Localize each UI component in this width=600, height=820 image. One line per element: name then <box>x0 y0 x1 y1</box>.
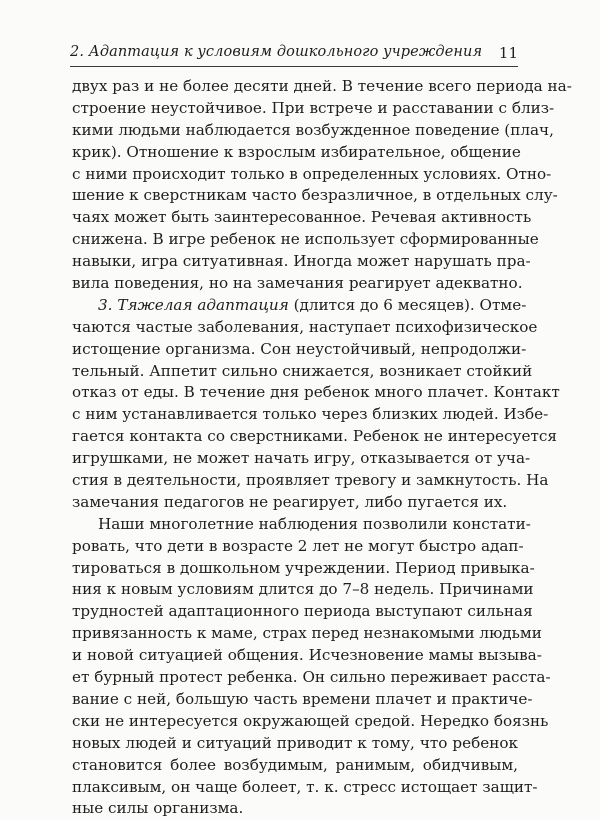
text-line: ные силы организма. <box>72 799 244 818</box>
text-line: игрушками, не может начать игру, отказывается от уча- <box>72 449 531 468</box>
text-line: шение к сверстникам часто безразличное, в отдельных слу- <box>72 186 558 205</box>
text-line: отказ от еды. В течение дня ребенок много плачет. Контакт <box>72 383 560 402</box>
text-line: стия в деятельности, проявляет тревогу и замкнутость. На <box>72 471 549 490</box>
text-line: вила поведения, но на замечания реагирует адекватно. <box>72 274 523 293</box>
text-line: привязанность к маме, страх перед незнакомыми людьми <box>72 624 542 643</box>
text-line <box>72 295 527 317</box>
text-line: истощение организма. Сон неустойчивый, непродолжи- <box>72 339 527 358</box>
text-line: с ним устанавливается только через близких людей. Избе- <box>72 405 549 424</box>
body-text <box>72 76 572 820</box>
text-line: кими людьми наблюдается возбужденное поведение (плач, <box>72 120 554 139</box>
text-line: плаксивым, он чаще болеет, т. к. стресс истощает защит- <box>72 777 538 796</box>
text-line: ски не интересуется окружающей средой. Нередко боязнь <box>72 711 549 730</box>
text-line: крик). Отношение к взрослым избирательное, общение <box>72 142 521 161</box>
text-line: тельный. Аппетит сильно снижается, возникает стойкий <box>72 361 533 380</box>
running-title: 2. Адаптация к условиям дошкольного учреждения <box>70 44 483 60</box>
page-number: 11 <box>498 44 518 62</box>
text-line-rest: (длится до 6 месяцев). Отме- <box>288 295 527 314</box>
running-header <box>70 40 518 67</box>
text-line: строение неустойчивое. При встрече и расставании с близ- <box>72 98 555 117</box>
text-line: навыки, игра ситуативная. Иногда может нарушать пра- <box>72 252 531 271</box>
text-line: новых людей и ситуаций приводит к тому, что ребенок <box>72 733 518 752</box>
text-line: чаются частые заболевания, наступает психофизическое <box>72 317 538 336</box>
text-line: гается контакта со сверстниками. Ребенок не интересуется <box>72 427 557 446</box>
text-line: чаях может быть заинтересованное. Речевая активность <box>72 208 532 227</box>
text-line: тироваться в дошкольном учреждении. Период привыка- <box>72 558 535 577</box>
section-heading-tyazhelaya-adaptatsiya: 3. Тяжелая адаптация <box>98 295 289 314</box>
text-line: ет бурный протест ребенка. Он сильно переживает расста- <box>72 668 551 687</box>
text-line: двух раз и не более десяти дней. В течение всего периода на- <box>72 77 572 95</box>
text-line: трудностей адаптационного периода выступают сильная <box>72 602 533 621</box>
text-line: вание с ней, большую часть времени плачет и практиче- <box>72 689 533 708</box>
text-line: с ними происходит только в определенных условиях. Отно- <box>72 164 552 183</box>
text-line: ровать, что дети в возрасте 2 лет не могут быстро адап- <box>72 536 524 555</box>
text-line: снижена. В игре ребенок не использует сформированные <box>72 230 539 249</box>
text-line: Наши многолетние наблюдения позволили констати- <box>98 514 531 533</box>
text-line: ния к новым условиям длится до 7–8 недель. Причинами <box>72 580 534 599</box>
text-line: становится более возбудимым, ранимым, обидчивым, <box>72 755 518 774</box>
text-line: замечания педагогов не реагирует, либо пугается их. <box>72 492 508 511</box>
text-line: и новой ситуацией общения. Исчезновение мамы вызыва- <box>72 646 542 665</box>
